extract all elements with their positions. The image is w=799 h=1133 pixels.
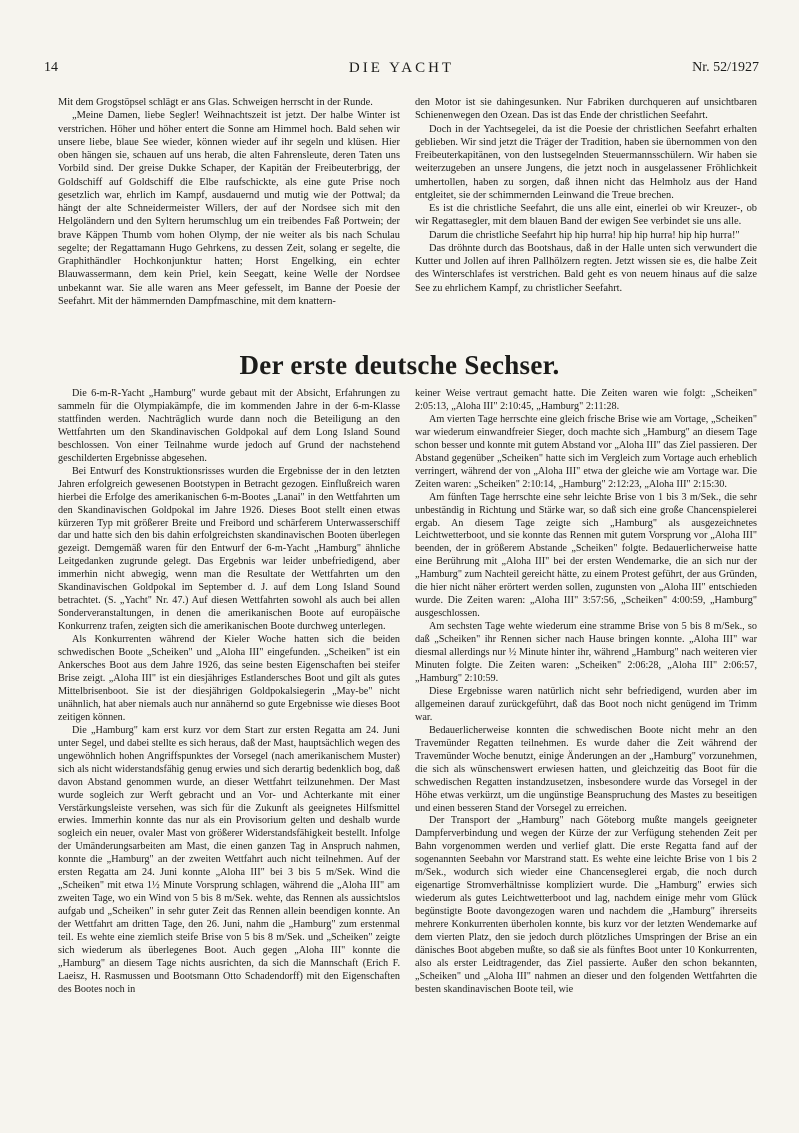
paragraph: „Meine Damen, liebe Segler! Weihnachtszeit ist jetzt. Der halbe Winter ist verstrichen. Höher und höher entert die Sonne am Himmel hoch. Bald sehen wir unsere liebe, blaue See wieder, können wieder auf ihr segeln und klüsen. Hier oben hängen sie, schauen auf uns herab, die alten Fahrensleute, deren Taten uns Vorbild sind. Der greise Dukke Schaper, der Kapitän der Freibeuterbrigg, der Goldschiff auf Goldschiff die Elbe raufschickte, als eine gute Prise noch gesetzlich war, ehrlich im Kampf, ausdauernd und mutig wie der Pottwal; da hängt der alte Schneidermeister Willers, der auf der Nordsee sich mit den Helgoländern und den Syltern herumschlug um ein treibendes Faß Portwein; der brave Käppen Thumb vom hohen Olymp, der nie weiter als bis nach Schulau segelte; der Regattamann Hugo Gehrkens, zu dessen Zeit, solang er segelte, die Graphithändler Hochkonjunktur hatten; Horst Engelking, ein echter Blauwassermann, dem kein Priel, kein Seegatt, keine Welle der Nordsee unbekannt war. Sie alle waren ans Meer gefesselt, im Banne der Poesie der Seefahrt. Mit der hämmernden Dampfmaschine, mit dem knattern- — [58, 110, 400, 307]
paragraph: Die „Hamburg" kam erst kurz vor dem Start zur ersten Regatta am 24. Juni unter Segel, und dabei stellte es sich heraus, daß der Mast, hauptsächlich wegen des ungewöhnlich hohen Angriffspunktes der Vorsegel (nach amerikanischem Muster) sich als nicht widerstandsfähig genug erwies und sich derartig bedenklich bog, daß davon Abstand genommen wurde, an dieser Wettfahrt teilzunehmen. Der Mast wurde sogleich zur Werft gebracht und an Vor- und Achterkante mit einer Verstärkungsleiste versehen, was sich für die Zukunft als geeignetes Hilfsmittel erwies. Immerhin konnte das nur als ein Provisorium gelten und deshalb wurde sogleich ein neuer, ovaler Mast von größerer Widerstandsfähigkeit bestellt. Infolge der Umänderungsarbeiten am Mast, die einen ganzen Tag in Anspruch nahmen, konnte die „Hamburg" an der zweiten Wettfahrt auch nicht teilnehmen. Auf der ersten Regatta am 24. Juni konnte „Aloha III" bei 3 bis 5 m/Sek. Wind die „Scheiken" mit etwa 1½ Minute Vorsprung schlagen, während die „Aloha III" am zweiten Tage, wo ein Wind von 5 bis 8 m/Sek. wehte, das Rennen als aussichtslos aufgab und „Scheiken" in sehr guter Zeit das Rennen allein beendigen konnte. An der Wettfahrt am dritten Tage, den 26. Juni, nahm die „Hamburg" zum erstenmal teil. Es wehte eine ziemlich steife Brise von 5 bis 8 m/Sek. und „Scheiken" zeigte sich wiederum als überlegenes Boot. Auch gegen „Aloha III" konnte die „Hamburg" an diesem Tage nichts ausrichten, da sich die Mannschaft (Erich F. Laeisz, H. Rasmussen und Bootsmann Otto Schadendorff) mit den Eigenschaften des Bootes noch in — [58, 724, 400, 995]
paragraph: Am fünften Tage herrschte eine sehr leichte Brise von 1 bis 3 m/Sek., die sehr unbeständig in Richtung und Stärke war, so daß sich eine große Chancenspielerei ergab. An diesem Tage zeigte sich „Hamburg" als ausgezeichnetes Leichtwetterboot, und sie konnte das Rennen mit gutem Vorsprung vor „Aloha III" beenden, der in größerem Abstande „Scheiken" folgte. Bedauerlicherweise hatte eine Berührung mit „Aloha III" bei der ersten Wendemarke, die an sich nur der „Hamburg" zum Nachteil gereicht hätte, zu einem Protest geführt, der aus Gründen, die hier nicht näher erörtert werden sollen, zugunsten von „Aloha III" entschieden wurde. Die Zeiten waren: „Aloha III" 3:57:56, „Scheiken" 4:00:59, „Hamburg" ausgeschlossen. — [415, 491, 757, 620]
paragraph: Die 6-m-R-Yacht „Hamburg" wurde gebaut mit der Absicht, Erfahrungen zu sammeln für die Olympiakämpfe, die im kommenden Jahre in der 6-m-Klasse stattfinden werden. Nachträglich wurde dann noch die Beteiligung an den Wettfahrten um den Skandinavischen Goldpokal auf dem Long Island Sound beschlossen. Von einer Teilnahme wurde jedoch auf Grund der nachstehend geschilderten Ergebnisse abgesehen. — [58, 388, 400, 464]
article-title: Der erste deutsche Sechser. — [239, 350, 560, 380]
bottom-right-column — [415, 388, 757, 1116]
top-right-column — [415, 96, 757, 332]
paragraph: den Motor ist sie dahingesunken. Nur Fabriken durchqueren auf unsichtbaren Schienenwegen den Ozean. Das ist das Ende der christlichen Seefahrt. — [415, 97, 757, 122]
paragraph: Mit dem Grogstöpsel schlägt er ans Glas. Schweigen herrscht in der Runde. — [58, 97, 373, 108]
paragraph: Doch in der Yachtsegelei, da ist die Poesie der christlichen Seefahrt erhalten geblieben. Wir sind jetzt die Träger der Tradition, haben sie übernommen von den Freibeuterkapitänen, von den lustsegelnden Steuermannsschülern. Wir haben sie weiterzugeben an unsere Jungens, die jetzt noch in ausgelassener Fröhlichkeit umhertollen, haben zu sorgen, daß ihnen nicht das Helmholz aus der Hand entgleitet, sie der schimmernden Leinwand die Treue brechen. — [415, 123, 757, 201]
paragraph: Am sechsten Tage wehte wiederum eine stramme Brise von 5 bis 8 m/Sek., so daß „Scheiken" ihr Rennen sicher nach Hause bringen konnte. „Aloha III" war diesmal allerdings nur ½ Minute hinter ihr, während „Hamburg" nach weiteren vier Minuten folgte. Die Zeiten waren: „Scheiken" 2:06:28, „Aloha III" 2:06:57, „Hamburg" 2:10:59. — [415, 621, 757, 684]
page-number: 14 — [44, 60, 58, 75]
paragraph: Bei Entwurf des Konstruktionsrisses wurden die Ergebnisse der in den letzten Jahren erfolgreich gewesenen Bootstypen in Betracht gezogen. Einflußreich waren hierbei die Erfolge des amerikanischen 6-m-Bootes „Lanai" in den Wettfahrten um den Skandinavischen Goldpokal im Jahre 1926. Dieses Boot stellt einen etwas kürzeren Typ mit größerer Breite und Freibord und schärferem Unterwasserschiff dar und hatte sich den bis dahin erfolgreichsten skandinavischen Booten überlegen gezeigt. Demgemäß waren für den Entwurf der 6-m-Yacht „Hamburg" ähnliche Leitgedanken zugrunde gelegt. Das Ergebnis war leider unbefriedigend, aber immerhin nicht abwegig, wenn man die Resultate der Wettfahrten um den Skandinavischen Goldpokal im September d. J. auf dem Long Island Sound betrachtet. (S. „Yacht" Nr. 47.) Auf diesen Wettfahrten sowohl als auch bei allen Sonderveranstaltungen, in denen die amerikanischen Boote auf europäische Konkurrenz trafen, zeigten sich die amerikanischen Boote durchweg unterlegen. — [58, 465, 400, 633]
continued-article — [58, 96, 757, 332]
paragraph: keiner Weise vertraut gemacht hatte. Die Zeiten waren wie folgt: „Scheiken" 2:05:13, „Aloha III" 2:10:45, „Hamburg" 2:11:28. — [415, 388, 757, 412]
paragraph: Diese Ergebnisse waren natürlich nicht sehr befriedigend, wurden aber im allgemeinen darauf zurückgeführt, daß das Boot noch nicht genügend im Trimm war. — [415, 685, 757, 723]
paragraph: Bedauerlicherweise konnten die schwedischen Boote nicht mehr an den Travemünder Regatten teilnehmen. Es wurde daher die Zeit während der Travemünder Woche benutzt, einige Änderungen an der „Hamburg" vorzunehmen, die sich als wünschenswert erwiesen hatten, und gleichzeitig das Boot für die schwedischen Regatten instandzusetzen, insbesondere wurde das Vorsegel in der Höhe etwas verkürzt, um die ungünstige Beanspruchung des Mastes zu beseitigen und einen besseren Stand der Vorsegel zu erreichen. — [415, 724, 757, 814]
magazine-title: DIE YACHT — [348, 60, 455, 76]
main-article — [58, 388, 757, 1116]
bottom-left-column — [58, 388, 400, 1116]
paragraph: Der Transport der „Hamburg" nach Göteborg mußte mangels geeigneter Dampferverbindung und wegen der Kürze der zur Verfügung stehenden Zeit per Bahn vorgenommen werden und verlief glatt. Die erste Regatta fand auf der sogenannten Seebahn vor Marstrand statt. Es wehte eine leichte Brise von 1 bis 2 m/Sek., wodurch sich wieder eine Chancenseglerei ergab, die noch durch eigenartige Stromverhältnisse kompliziert wurde. Die „Hamburg" erwies sich wiederum als gutes Leichtwetterboot und lag, nachdem einige mehr vom Glück begünstigte Boote davongezogen waren und nachdem die „Hamburg" ihrerseits mehrere Konkurrenten überholen konnte, bis kurz vor der letzten Wendemarke auf dem vierten Platz, den sie jedoch durch plötzliches Umspringen der Brise an ein dänisches Boot abgeben mußte, so daß sie als fünftes Boot unter 10 Konkurrenten, also als erster Leidtragender, das Ziel passierte. Außer den schon bekannten, „Scheiken" und „Aloha III" nahmen an dieser und den folgenden Wettfahrten die besten skandinavischen Boote teil, wie — [415, 815, 757, 995]
paragraph: Das dröhnte durch das Bootshaus, daß in der Halle unten sich verwundert die Kutter und Jollen auf ihren Pallhölzern regten. Jetzt wissen sie es, die halbe Zeit des Winterschlafes ist verstrichen. Bald geht es von neuem hinaus auf die salze See zu ehrlichem Kampf, zu christlicher Seefahrt. — [415, 242, 757, 294]
page-header — [44, 60, 759, 82]
paragraph: Darum die christliche Seefahrt hip hip hurra! hip hip hurra! hip hip hurra!" — [429, 229, 740, 241]
top-left-column — [58, 96, 400, 332]
paragraph: Als Konkurrenten während der Kieler Woche hatten sich die beiden schwedischen Boote „Scheiken" und „Aloha III" eingefunden. „Scheiken" ist ein Ankersches Boot aus dem Jahre 1926, das seine besten Eigenschaften bei steifer Brise zeigt. „Aloha III" ist ein diesjähriges Estlandersches Boot und gilt als gutes Mittelbrisenboot. Sie ist der diesjährigen Goldpokalsiegerin „May-be" nicht unähnlich, hat aber niemals auch nur annähernd so gute Ergebnisse wie dieses Boot zeitigen können. — [58, 634, 400, 723]
paragraph: Es ist die christliche Seefahrt, die uns alle eint, einerlei ob wir Kreuzer-, ob wir Regattasegler, mit dem blauen Band der ewigen See verbindet sie uns alle. — [415, 203, 757, 228]
issue-number: Nr. 52/1927 — [692, 60, 759, 75]
paragraph: Am vierten Tage herrschte eine gleich frische Brise wie am Vortage, „Scheiken" war wiederum einwandfreier Sieger, doch machte sich „Hamburg" an diesem Tage schon besser und konnte mit gutem Abstand vor „Aloha III" das Ziel passieren. Der Abstand gegenüber „Scheiken" hatte sich im Vergleich zum Vortage auch erheblich verringert, während der von „Aloha III" etwa der gleiche wie am Vortage war. Die Zeiten waren: „Scheiken" 2:10:14, „Hamburg" 2:12:23, „Aloha III" 2:15:30. — [415, 413, 757, 490]
